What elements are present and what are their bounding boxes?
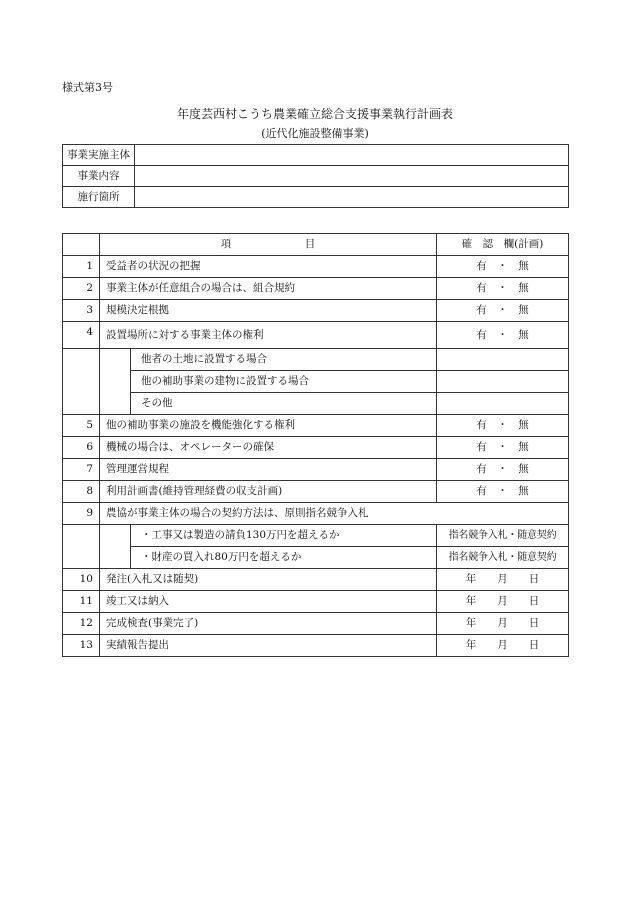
row-item: 農協が事業主体の場合の契約方法は、原則指名競争入札 [100,503,569,525]
row-number: 13 [63,635,100,657]
project-info-table [62,144,569,208]
sub-item: ・財産の買入れ80万円を超えるか [131,547,437,569]
row-number: 3 [63,300,100,322]
row-number: 10 [63,569,100,591]
row-date[interactable]: 年 月 日 [437,635,569,657]
table-row [63,437,569,459]
header-no-cell [63,234,100,256]
row-item: 実績報告提出 [100,635,437,657]
table-row [63,300,569,322]
row-item: 事業主体が任意組合の場合は、組合規約 [100,278,437,300]
sub-item: 他の補助事業の建物に設置する場合 [131,371,437,393]
row-number: 2 [63,278,100,300]
row-confirm[interactable]: 有 ・ 無 [437,437,569,459]
row-item: 竣工又は納入 [100,591,437,613]
row-date[interactable]: 年 月 日 [437,613,569,635]
info-label: 施行箇所 [63,187,135,208]
row-item: 管理運営規程 [100,459,437,481]
row-number: 5 [63,415,100,437]
row-number: 11 [63,591,100,613]
table-row [63,278,569,300]
contract-method[interactable]: 指名競争入札・随意契約 [437,547,569,569]
row-item: 設置場所に対する事業主体の権利 [100,322,437,349]
table-row [63,635,569,657]
sub-item: その他 [131,393,437,415]
table-row [63,415,569,437]
table-row [63,481,569,503]
table-row [63,503,569,525]
table-row [63,459,569,481]
document-subtitle: (近代化施設整備事業) [261,127,369,140]
info-value-content[interactable] [135,166,569,187]
sub-row [63,547,569,569]
table-row [63,591,569,613]
row-number: 1 [63,256,100,278]
sub-confirm[interactable] [437,393,569,415]
info-label: 事業内容 [63,166,135,187]
table-row [63,256,569,278]
info-value-implementer[interactable] [135,145,569,166]
info-row-location [63,187,569,208]
sub-confirm[interactable] [437,371,569,393]
row-confirm[interactable]: 有 ・ 無 [437,481,569,503]
row-item: 発注(入札又は随契) [100,569,437,591]
sub-item: 他者の土地に設置する場合 [131,349,437,371]
info-row-content [63,166,569,187]
row-number-spacer [63,349,100,415]
row-number: 8 [63,481,100,503]
contract-method[interactable]: 指名競争入札・随意契約 [437,525,569,547]
row-number: 4 [63,322,100,349]
checklist-table [62,233,569,657]
sub-row [63,371,569,393]
table-row [63,569,569,591]
row-confirm[interactable]: 有 ・ 無 [437,300,569,322]
document-title: 年度芸西村こうち農業確立総合支援事業執行計画表 [176,107,453,121]
row-item: 機械の場合は、オペレーターの確保 [100,437,437,459]
info-row-implementer [63,145,569,166]
row-confirm[interactable]: 有 ・ 無 [437,278,569,300]
column-header-confirm: 確 認 欄(計画) [437,234,569,256]
row-number: 6 [63,437,100,459]
row-number-spacer [63,525,100,569]
table-header-row [63,234,569,256]
indent-cell [100,349,131,415]
row-confirm[interactable]: 有 ・ 無 [437,415,569,437]
sub-row [63,393,569,415]
row-number: 12 [63,613,100,635]
column-header-item: 項 目 [100,234,437,256]
info-value-location[interactable] [135,187,569,208]
row-item: 他の補助事業の施設を機能強化する権利 [100,415,437,437]
row-date[interactable]: 年 月 日 [437,591,569,613]
info-label: 事業実施主体 [63,145,135,166]
sub-item: ・工事又は製造の請負130万円を超えるか [131,525,437,547]
sub-row [63,349,569,371]
row-confirm[interactable]: 有 ・ 無 [437,459,569,481]
sub-row [63,525,569,547]
sub-confirm[interactable] [437,349,569,371]
row-confirm[interactable]: 有 ・ 無 [437,322,569,349]
table-row [63,613,569,635]
row-item: 規模決定根拠 [100,300,437,322]
row-item: 利用計画書(維持管理経費の収支計画) [100,481,437,503]
row-number: 7 [63,459,100,481]
row-item: 受益者の状況の把握 [100,256,437,278]
row-date[interactable]: 年 月 日 [437,569,569,591]
row-item: 完成検査(事業完了) [100,613,437,635]
form-number: 様式第3号 [62,81,113,94]
indent-cell [100,525,131,569]
row-number: 9 [63,503,100,525]
row-confirm[interactable]: 有 ・ 無 [437,256,569,278]
table-row [63,322,569,349]
